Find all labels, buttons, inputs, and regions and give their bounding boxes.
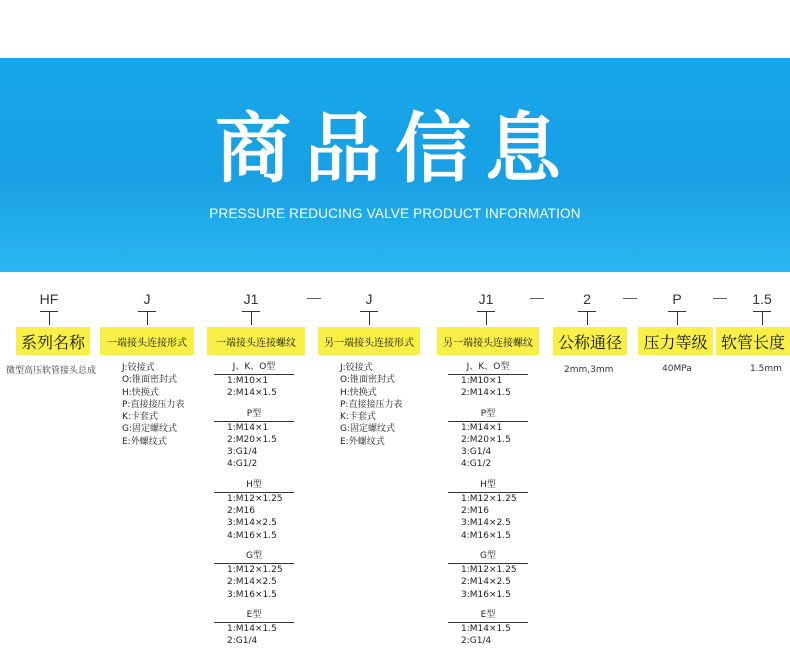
thread-row: 2:M16: [227, 506, 255, 517]
thread-group: [214, 362, 294, 400]
thread-row: 2:M16: [461, 506, 489, 517]
thread-row: 1:M14×1.5: [227, 623, 277, 634]
list-item: J:铰接式: [340, 363, 373, 373]
thread-row: 3:M14×2.5: [227, 518, 277, 529]
label-end1-connection: 一端接头连接形式: [100, 327, 194, 355]
length-note: 1.5mm: [750, 364, 782, 374]
group-title: G型: [448, 551, 528, 564]
connector-tick: [677, 311, 678, 325]
thread-row: 2:M14×1.5: [227, 388, 277, 399]
group-title: H型: [448, 480, 528, 493]
end2-thread-table: [448, 362, 528, 656]
group-title: J、K、O型: [448, 362, 528, 375]
thread-row: 1:M10×1: [461, 376, 503, 386]
thread-group: [448, 480, 528, 542]
code-pressure: P: [672, 291, 682, 307]
group-title: E型: [214, 610, 294, 623]
thread-row: 3:G1/4: [227, 447, 258, 458]
thread-row: 4:G1/2: [461, 459, 492, 470]
code-length: 1.5: [752, 291, 772, 307]
list-item: O:锥面密封式: [340, 375, 395, 386]
thread-row: 1:M14×1.5: [461, 623, 511, 634]
end1-thread-table: [214, 362, 294, 656]
list-item: K:卡套式: [122, 412, 158, 423]
group-title: P型: [448, 409, 528, 422]
thread-row: 4:G1/2: [227, 459, 258, 470]
thread-row: 1:M14×1: [461, 422, 503, 433]
connector-tick: [486, 311, 487, 325]
thread-row: 4:M16×1.5: [227, 530, 277, 541]
thread-row: 2:M14×1.5: [461, 388, 511, 399]
list-item: J:铰接式: [122, 363, 155, 373]
list-item: E:外螺纹式: [340, 436, 385, 447]
code-separator: —: [713, 289, 727, 305]
list-item: G:固定螺纹式: [122, 424, 178, 435]
thread-group: [448, 409, 528, 471]
group-title: H型: [214, 480, 294, 493]
connector-tick: [369, 311, 370, 325]
header-banner: [0, 58, 790, 272]
diameter-note: 2mm,3mm: [564, 365, 614, 375]
thread-row: 2:M14×2.5: [227, 577, 277, 588]
connector-tick: [147, 311, 148, 325]
list-item: K:卡套式: [340, 412, 376, 423]
label-series-name: 系列名称: [16, 327, 90, 355]
thread-row: 1:M12×1.25: [227, 564, 283, 575]
thread-group: [448, 610, 528, 648]
thread-group: [448, 362, 528, 400]
connector-tick: [251, 311, 252, 325]
thread-row: 4:M16×1.5: [461, 530, 511, 541]
series-note: 微型高压软管接头总成: [6, 366, 97, 376]
connector-tick: [762, 311, 763, 325]
connector-tick: [49, 311, 50, 325]
thread-row: 3:M16×1.5: [227, 589, 277, 600]
thread-group: [214, 551, 294, 601]
list-item: O:锥面密封式: [122, 375, 177, 386]
code-separator: —: [530, 289, 544, 305]
connector-tick: [587, 311, 588, 325]
list-item: P:直接接压力表: [122, 399, 185, 410]
banner-subtitle: PRESSURE REDUCING VALVE PRODUCT INFORMATION: [209, 206, 581, 221]
code-separator: —: [307, 289, 321, 305]
banner-title: 商品信息: [215, 104, 575, 193]
thread-row: 1:M12×1.25: [227, 493, 283, 504]
label-pressure-grade: 压力等级: [638, 327, 713, 355]
thread-group: [214, 409, 294, 471]
list-item: E:外螺纹式: [122, 436, 167, 447]
thread-row: 2:M14×2.5: [461, 577, 511, 588]
thread-row: 1:M10×1: [227, 376, 269, 386]
end2-connection-list: [340, 362, 402, 448]
label-end2-connection: 另一端接头连接形式: [318, 327, 420, 355]
thread-row: 1:M14×1: [227, 422, 269, 433]
code-end1-thread: J1: [243, 291, 259, 307]
list-item: P:直接接压力表: [340, 399, 403, 410]
list-item: H:快换式: [340, 387, 377, 398]
label-nominal-diameter: 公称通径: [553, 327, 627, 355]
thread-group: [448, 551, 528, 601]
code-series: HF: [39, 291, 59, 307]
thread-group: [214, 610, 294, 648]
thread-group: [214, 480, 294, 542]
code-end2-type: J: [365, 291, 373, 307]
label-hose-length: 软管长度: [716, 327, 790, 355]
pressure-note: 40MPa: [662, 364, 692, 374]
thread-row: 2:M20×1.5: [461, 434, 511, 445]
thread-row: 2:G1/4: [461, 636, 492, 647]
code-end2-thread: J1: [478, 291, 494, 307]
code-end1-type: J: [143, 291, 151, 307]
thread-row: 1:M12×1.25: [461, 564, 517, 575]
group-title: J、K、O型: [214, 362, 294, 375]
code-diameter: 2: [583, 291, 591, 307]
thread-row: 1:M12×1.25: [461, 493, 517, 504]
label-end2-thread: 另一端接头连接螺纹: [437, 327, 539, 355]
group-title: P型: [214, 409, 294, 422]
list-item: H:快换式: [122, 387, 159, 398]
group-title: G型: [214, 551, 294, 564]
code-separator: —: [623, 289, 637, 305]
group-title: E型: [448, 610, 528, 623]
end1-connection-list: [122, 362, 184, 448]
thread-row: 3:M14×2.5: [461, 518, 511, 529]
thread-row: 3:G1/4: [461, 447, 492, 458]
thread-row: 2:M20×1.5: [227, 434, 277, 445]
thread-row: 3:M16×1.5: [461, 589, 511, 600]
label-end1-thread: 一端接头连接螺纹: [207, 327, 305, 355]
list-item: G:固定螺纹式: [340, 424, 396, 435]
thread-row: 2:G1/4: [227, 636, 258, 647]
